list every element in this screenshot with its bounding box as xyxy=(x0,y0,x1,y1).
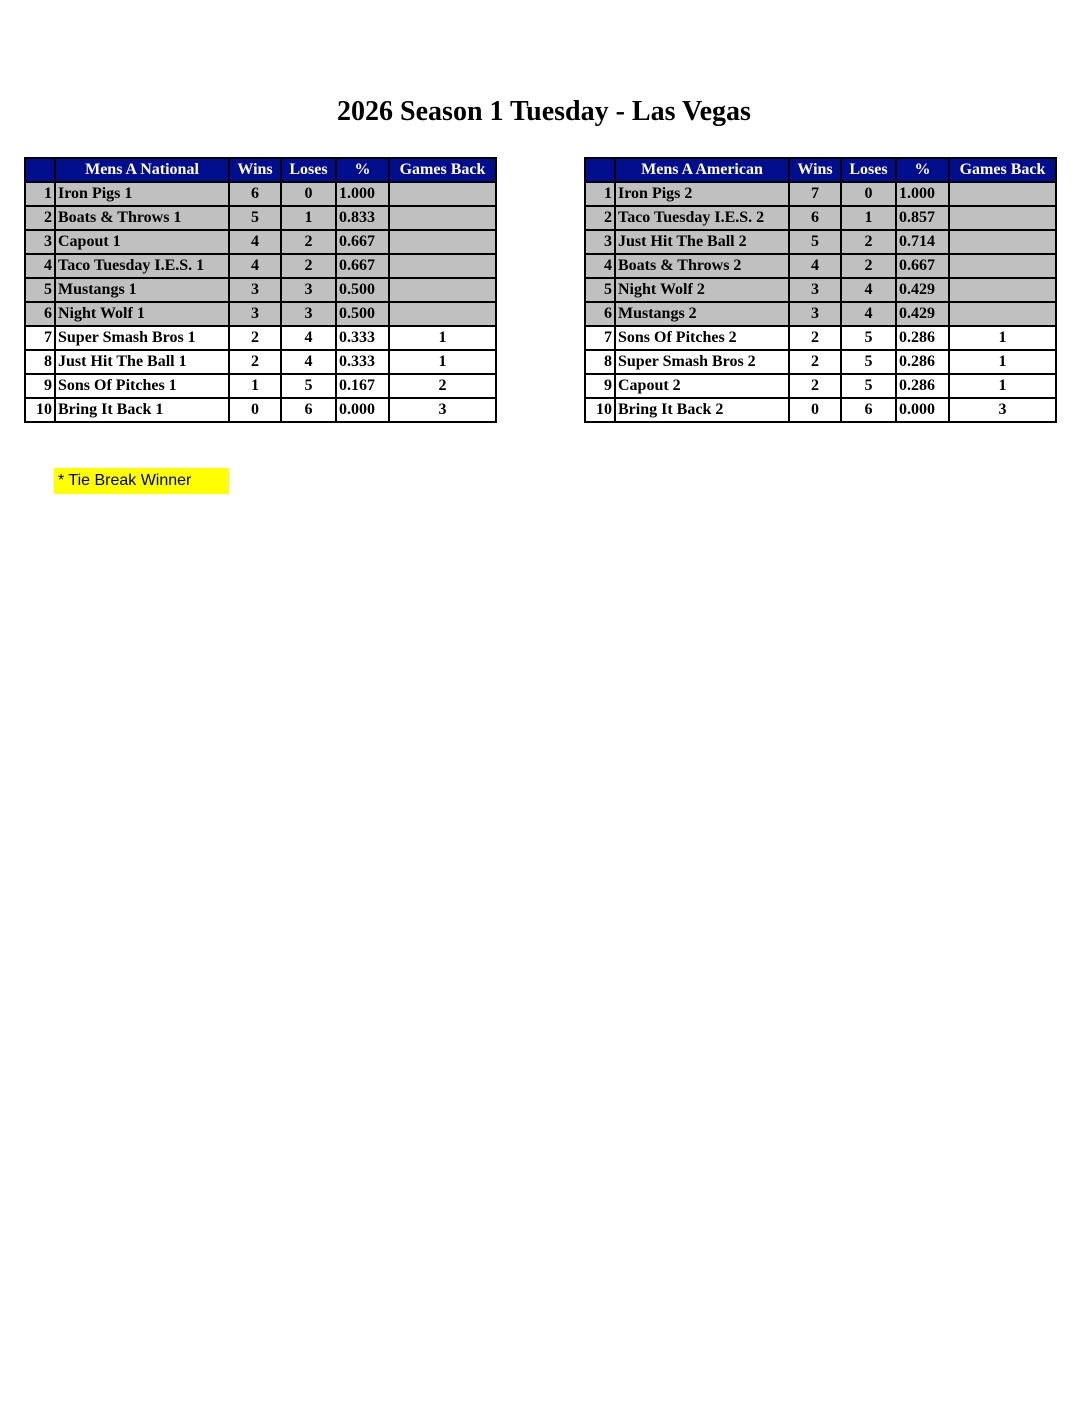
table-row xyxy=(585,254,1056,278)
team-pct: 0.286 xyxy=(896,350,949,374)
team-games-back xyxy=(389,230,496,254)
table-row xyxy=(25,350,496,374)
team-wins: 1 xyxy=(229,374,281,398)
team-games-back xyxy=(949,278,1056,302)
team-rank: 2 xyxy=(585,206,615,230)
team-pct: 0.714 xyxy=(896,230,949,254)
team-pct: 0.667 xyxy=(336,230,389,254)
team-loses: 5 xyxy=(281,374,336,398)
team-loses: 2 xyxy=(281,230,336,254)
table-row xyxy=(585,326,1056,350)
team-games-back xyxy=(389,206,496,230)
team-games-back xyxy=(949,254,1056,278)
team-name: Taco Tuesday I.E.S. 2 xyxy=(615,206,789,230)
team-pct: 0.333 xyxy=(336,326,389,350)
wins-header: Wins xyxy=(789,158,841,182)
team-wins: 0 xyxy=(789,398,841,422)
team-pct: 0.429 xyxy=(896,302,949,326)
team-loses: 0 xyxy=(281,182,336,206)
team-rank: 5 xyxy=(585,278,615,302)
team-wins: 5 xyxy=(789,230,841,254)
team-rank: 3 xyxy=(585,230,615,254)
team-name: Iron Pigs 2 xyxy=(615,182,789,206)
american-standings-table xyxy=(584,157,1057,423)
team-games-back: 1 xyxy=(389,350,496,374)
team-wins: 3 xyxy=(789,278,841,302)
team-pct: 1.000 xyxy=(896,182,949,206)
team-wins: 2 xyxy=(229,326,281,350)
page-title: 2026 Season 1 Tuesday - Las Vegas xyxy=(337,96,751,127)
team-wins: 4 xyxy=(789,254,841,278)
team-rank: 4 xyxy=(25,254,55,278)
team-wins: 2 xyxy=(789,374,841,398)
team-games-back xyxy=(949,182,1056,206)
team-wins: 5 xyxy=(229,206,281,230)
table-row xyxy=(585,350,1056,374)
team-games-back: 3 xyxy=(949,398,1056,422)
table-row xyxy=(585,374,1056,398)
table-header-row xyxy=(25,158,496,182)
team-pct: 0.333 xyxy=(336,350,389,374)
national-standings-table xyxy=(24,157,497,423)
loses-header: Loses xyxy=(281,158,336,182)
team-rank: 2 xyxy=(25,206,55,230)
team-rank: 4 xyxy=(585,254,615,278)
team-pct: 0.500 xyxy=(336,278,389,302)
division-name-header: Mens A American xyxy=(615,158,789,182)
rank-header xyxy=(25,158,55,182)
team-rank: 6 xyxy=(25,302,55,326)
team-pct: 0.857 xyxy=(896,206,949,230)
team-games-back: 2 xyxy=(389,374,496,398)
team-pct: 0.000 xyxy=(896,398,949,422)
loses-header: Loses xyxy=(841,158,896,182)
table-row xyxy=(25,254,496,278)
team-games-back: 1 xyxy=(949,326,1056,350)
team-pct: 0.286 xyxy=(896,326,949,350)
team-wins: 2 xyxy=(789,326,841,350)
team-wins: 6 xyxy=(229,182,281,206)
pct-header: % xyxy=(896,158,949,182)
team-games-back: 1 xyxy=(949,350,1056,374)
team-rank: 10 xyxy=(25,398,55,422)
team-name: Capout 2 xyxy=(615,374,789,398)
table-row xyxy=(25,326,496,350)
team-pct: 0.000 xyxy=(336,398,389,422)
table-row xyxy=(25,398,496,422)
team-loses: 6 xyxy=(841,398,896,422)
team-name: Iron Pigs 1 xyxy=(55,182,229,206)
team-rank: 8 xyxy=(585,350,615,374)
tie-break-legend: * Tie Break Winner xyxy=(54,468,229,494)
team-pct: 0.833 xyxy=(336,206,389,230)
team-rank: 10 xyxy=(585,398,615,422)
team-loses: 5 xyxy=(841,374,896,398)
team-name: Mustangs 1 xyxy=(55,278,229,302)
wins-header: Wins xyxy=(229,158,281,182)
team-rank: 1 xyxy=(585,182,615,206)
national-rows xyxy=(25,182,496,422)
team-loses: 2 xyxy=(841,254,896,278)
team-rank: 7 xyxy=(25,326,55,350)
team-loses: 6 xyxy=(281,398,336,422)
team-games-back xyxy=(949,302,1056,326)
team-loses: 3 xyxy=(281,278,336,302)
team-rank: 9 xyxy=(25,374,55,398)
team-games-back: 1 xyxy=(949,374,1056,398)
team-games-back: 1 xyxy=(389,326,496,350)
team-wins: 6 xyxy=(789,206,841,230)
pct-header: % xyxy=(336,158,389,182)
team-loses: 4 xyxy=(841,278,896,302)
table-row xyxy=(585,278,1056,302)
team-wins: 3 xyxy=(229,278,281,302)
team-name: Boats & Throws 2 xyxy=(615,254,789,278)
team-rank: 1 xyxy=(25,182,55,206)
team-loses: 5 xyxy=(841,326,896,350)
team-games-back xyxy=(389,278,496,302)
team-pct: 0.667 xyxy=(896,254,949,278)
team-name: Capout 1 xyxy=(55,230,229,254)
team-pct: 0.429 xyxy=(896,278,949,302)
rank-header xyxy=(585,158,615,182)
table-row xyxy=(25,302,496,326)
team-loses: 3 xyxy=(281,302,336,326)
team-name: Night Wolf 1 xyxy=(55,302,229,326)
team-loses: 4 xyxy=(281,326,336,350)
team-games-back: 3 xyxy=(389,398,496,422)
team-wins: 3 xyxy=(229,302,281,326)
team-name: Super Smash Bros 1 xyxy=(55,326,229,350)
team-rank: 9 xyxy=(585,374,615,398)
team-loses: 1 xyxy=(841,206,896,230)
team-name: Just Hit The Ball 1 xyxy=(55,350,229,374)
american-rows xyxy=(585,182,1056,422)
team-games-back xyxy=(949,230,1056,254)
team-rank: 7 xyxy=(585,326,615,350)
team-wins: 0 xyxy=(229,398,281,422)
table-row xyxy=(25,278,496,302)
division-name-header: Mens A National xyxy=(55,158,229,182)
team-loses: 4 xyxy=(281,350,336,374)
team-pct: 0.167 xyxy=(336,374,389,398)
team-pct: 1.000 xyxy=(336,182,389,206)
team-wins: 4 xyxy=(229,230,281,254)
team-pct: 0.500 xyxy=(336,302,389,326)
team-name: Sons Of Pitches 1 xyxy=(55,374,229,398)
table-row xyxy=(585,182,1056,206)
team-name: Bring It Back 2 xyxy=(615,398,789,422)
table-row xyxy=(585,206,1056,230)
table-row xyxy=(25,374,496,398)
team-rank: 3 xyxy=(25,230,55,254)
team-loses: 5 xyxy=(841,350,896,374)
team-wins: 7 xyxy=(789,182,841,206)
team-name: Taco Tuesday I.E.S. 1 xyxy=(55,254,229,278)
team-pct: 0.286 xyxy=(896,374,949,398)
table-row xyxy=(585,398,1056,422)
team-name: Just Hit The Ball 2 xyxy=(615,230,789,254)
team-wins: 3 xyxy=(789,302,841,326)
team-name: Boats & Throws 1 xyxy=(55,206,229,230)
table-row xyxy=(25,230,496,254)
games-back-header: Games Back xyxy=(949,158,1056,182)
team-wins: 4 xyxy=(229,254,281,278)
table-row xyxy=(585,230,1056,254)
team-name: Night Wolf 2 xyxy=(615,278,789,302)
team-games-back xyxy=(389,302,496,326)
team-games-back xyxy=(949,206,1056,230)
team-loses: 0 xyxy=(841,182,896,206)
team-name: Bring It Back 1 xyxy=(55,398,229,422)
team-name: Super Smash Bros 2 xyxy=(615,350,789,374)
team-name: Mustangs 2 xyxy=(615,302,789,326)
team-loses: 2 xyxy=(281,254,336,278)
team-games-back xyxy=(389,254,496,278)
team-loses: 4 xyxy=(841,302,896,326)
table-row xyxy=(25,206,496,230)
team-name: Sons Of Pitches 2 xyxy=(615,326,789,350)
team-loses: 1 xyxy=(281,206,336,230)
table-header-row xyxy=(585,158,1056,182)
team-rank: 5 xyxy=(25,278,55,302)
table-row xyxy=(585,302,1056,326)
team-loses: 2 xyxy=(841,230,896,254)
team-pct: 0.667 xyxy=(336,254,389,278)
team-wins: 2 xyxy=(229,350,281,374)
table-row xyxy=(25,182,496,206)
team-games-back xyxy=(389,182,496,206)
team-wins: 2 xyxy=(789,350,841,374)
team-rank: 6 xyxy=(585,302,615,326)
games-back-header: Games Back xyxy=(389,158,496,182)
team-rank: 8 xyxy=(25,350,55,374)
